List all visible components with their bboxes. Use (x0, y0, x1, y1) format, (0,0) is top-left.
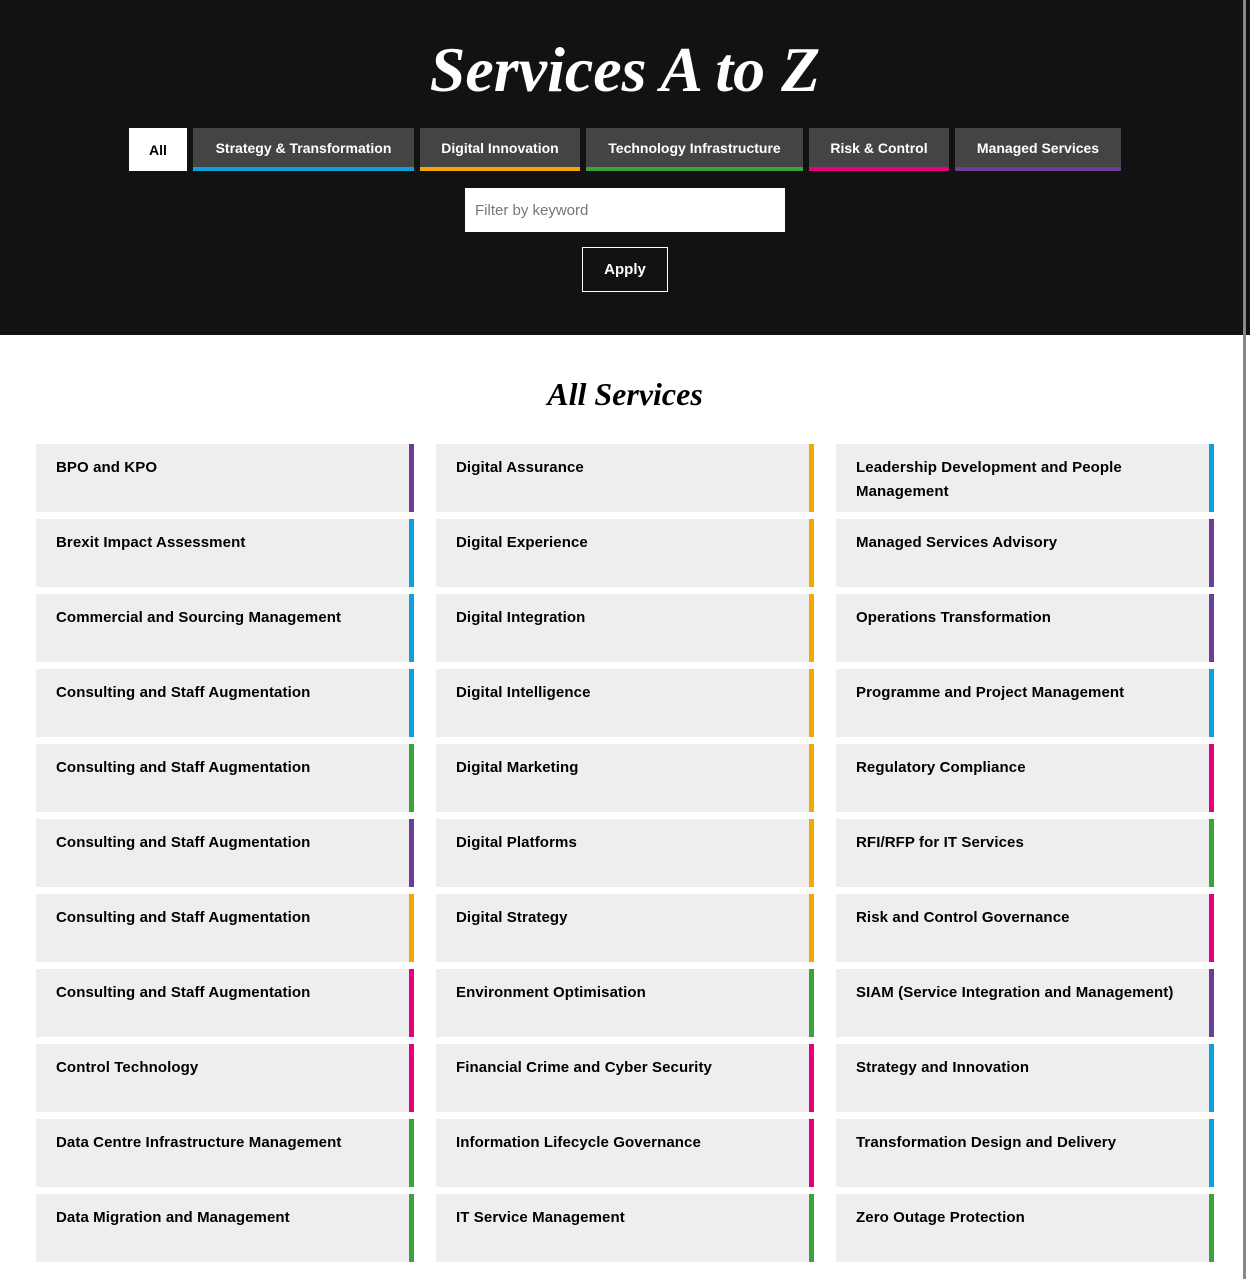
service-card[interactable]: Leadership Development and People Management (836, 444, 1214, 512)
service-card[interactable]: Risk and Control Governance (836, 894, 1214, 962)
service-card[interactable]: Environment Optimisation (436, 969, 814, 1037)
service-card[interactable]: SIAM (Service Integration and Management) (836, 969, 1214, 1037)
tab-strategy-transformation[interactable]: Strategy & Transformation (193, 128, 414, 171)
service-card[interactable]: Strategy and Innovation (836, 1044, 1214, 1112)
tab-all[interactable]: All (129, 128, 187, 171)
service-card[interactable]: Operations Transformation (836, 594, 1214, 662)
scrollbar[interactable] (1243, 0, 1246, 1279)
section-title: All Services (547, 376, 703, 412)
hero-banner (0, 0, 1250, 335)
service-card[interactable]: Digital Marketing (436, 744, 814, 812)
tab-managed-services[interactable]: Managed Services (955, 128, 1121, 171)
service-card[interactable]: Control Technology (36, 1044, 414, 1112)
service-card[interactable]: Digital Experience (436, 519, 814, 587)
service-card[interactable]: RFI/RFP for IT Services (836, 819, 1214, 887)
service-card[interactable]: Financial Crime and Cyber Security (436, 1044, 814, 1112)
tab-risk-control[interactable]: Risk & Control (809, 128, 949, 171)
tab-technology-infrastructure[interactable]: Technology Infrastructure (586, 128, 803, 171)
service-card[interactable]: Regulatory Compliance (836, 744, 1214, 812)
service-card[interactable]: Digital Integration (436, 594, 814, 662)
service-card[interactable]: Consulting and Staff Augmentation (36, 744, 414, 812)
service-card[interactable]: Consulting and Staff Augmentation (36, 894, 414, 962)
service-card[interactable]: Information Lifecycle Governance (436, 1119, 814, 1187)
service-card[interactable]: Managed Services Advisory (836, 519, 1214, 587)
service-card[interactable]: Programme and Project Management (836, 669, 1214, 737)
category-tabs (0, 128, 1250, 171)
service-card[interactable]: Consulting and Staff Augmentation (36, 669, 414, 737)
service-card[interactable]: Brexit Impact Assessment (36, 519, 414, 587)
service-card[interactable]: Consulting and Staff Augmentation (36, 969, 414, 1037)
service-card[interactable]: Consulting and Staff Augmentation (36, 819, 414, 887)
service-card[interactable]: Digital Strategy (436, 894, 814, 962)
service-card[interactable]: Transformation Design and Delivery (836, 1119, 1214, 1187)
tab-digital-innovation[interactable]: Digital Innovation (420, 128, 580, 171)
service-card[interactable]: Commercial and Sourcing Management (36, 594, 414, 662)
service-card[interactable]: IT Service Management (436, 1194, 814, 1262)
keyword-filter-input[interactable] (465, 188, 785, 232)
service-card[interactable]: Digital Assurance (436, 444, 814, 512)
service-card[interactable]: BPO and KPO (36, 444, 414, 512)
service-card[interactable]: Digital Intelligence (436, 669, 814, 737)
apply-button[interactable]: Apply (582, 247, 668, 292)
service-card[interactable]: Digital Platforms (436, 819, 814, 887)
service-card[interactable]: Zero Outage Protection (836, 1194, 1214, 1262)
service-card[interactable]: Data Migration and Management (36, 1194, 414, 1262)
service-card[interactable]: Data Centre Infrastructure Management (36, 1119, 414, 1187)
page-title: Services A to Z (429, 34, 821, 105)
